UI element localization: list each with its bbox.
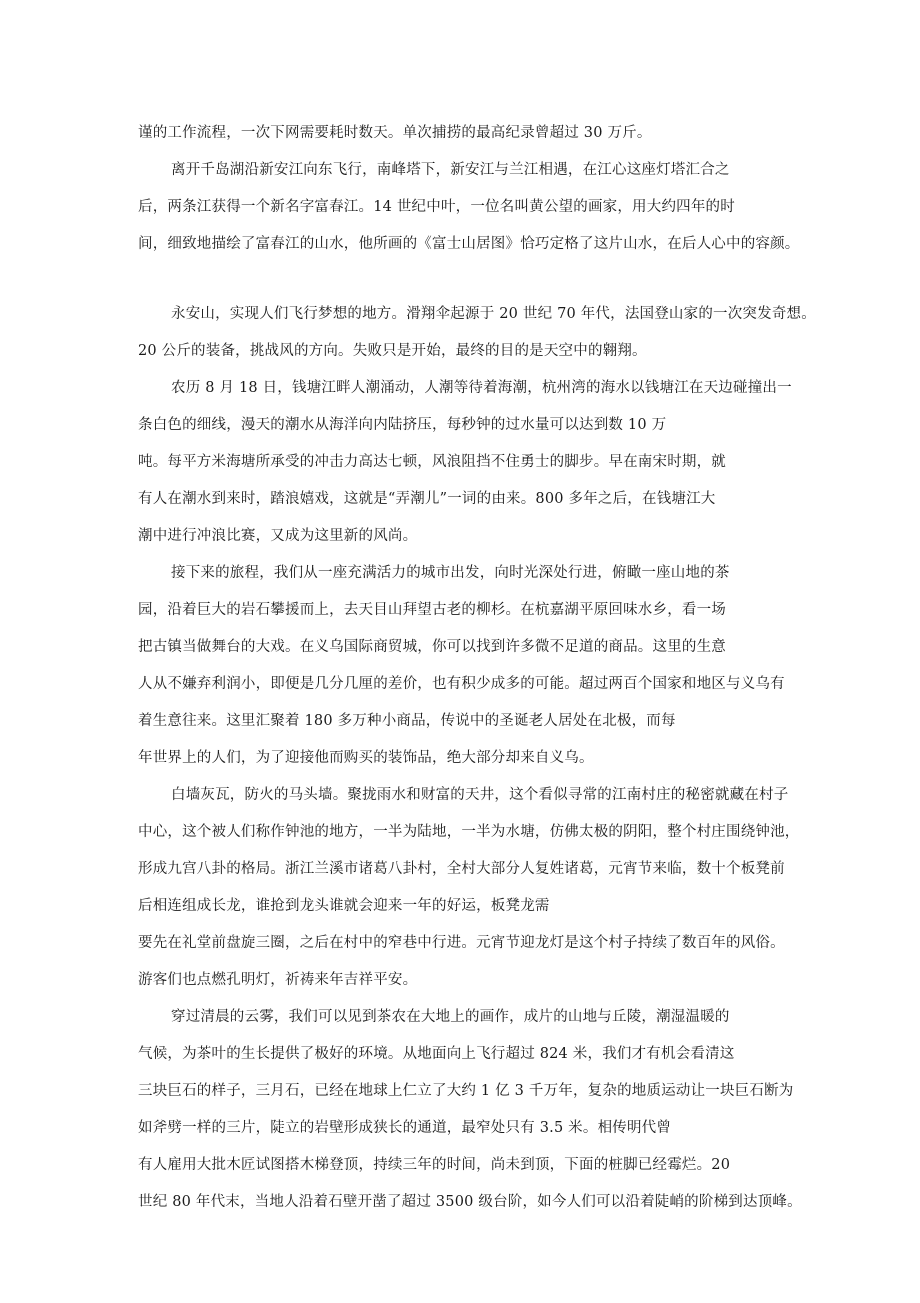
text-line: 园，沿着巨大的岩石攀援而上，去天目山拜望古老的柳杉。在杭嘉湖平原回味水乡，看一场: [138, 602, 726, 618]
text-line: 有人在潮水到来时，踏浪嬉戏，这就是“弄潮儿”一词的由来。800 多年之后，在钱塘江大: [138, 491, 716, 507]
text-line: 后，两条江获得一个新名字富春江。14 世纪中叶，一位名叫黄公望的画家，用大约四年的时: [138, 199, 735, 215]
text-line: 世纪 80 年代末，当地人沿着石壁开凿了超过 3500 级台阶，如今人们可以沿着陡峭的阶梯到达顶峰。: [138, 1194, 802, 1210]
text-line: 人从不嫌弃利润小，即便是几分几厘的差价，也有积少成多的可能。超过两百个国家和地区与义乌有: [138, 676, 785, 692]
text-line: 条白色的细线，漫天的潮水从海洋向内陆挤压，每秒钟的过水量可以达到数 10 万: [138, 417, 667, 433]
text-line: 20 公斤的装备，挑战风的方向。失败只是开始，最终的目的是天空中的翱翔。: [138, 343, 647, 359]
text-line: 间，细致地描绘了富春江的山水，他所画的《富士山居图》恰巧定格了这片山水，在后人心中的容颜。: [138, 236, 800, 252]
text-line: 年世界上的人们，为了迎接他而购买的装饰品，绝大部分却来自义乌。: [138, 750, 594, 766]
text-line: 农历 8 月 18 日，钱塘江畔人潮涌动，人潮等待着海潮，杭州湾的海水以钱塘江在天边碰撞出一: [171, 380, 792, 396]
text-line: 潮中进行冲浪比赛，又成为这里新的风尚。: [138, 528, 418, 544]
text-line: 有人雇用大批木匠试图搭木梯登顶，持续三年的时间，尚未到顶，下面的桩脚已经霉烂。20: [138, 1157, 731, 1173]
text-line: 吨。每平方米海塘所承受的冲击力高达七顿，风浪阻挡不住勇士的脚步。早在南宋时期，就: [138, 454, 726, 470]
text-line: 离开千岛湖沿新安江向东飞行，南峰塔下，新安江与兰江相遇，在江心这座灯塔汇合之: [171, 162, 730, 178]
text-line: 游客们也点燃孔明灯，祈祷来年吉祥平安。: [138, 972, 418, 988]
text-line: 把古镇当做舞台的大戏。在义乌国际商贸城，你可以找到许多微不足道的商品。这里的生意: [138, 639, 726, 655]
text-line: 穿过清晨的云雾，我们可以见到茶农在大地上的画作，成片的山地与丘陵，潮湿温暖的: [171, 1009, 730, 1025]
text-line: 接下来的旅程，我们从一座充满活力的城市出发，向时光深处行进，俯瞰一座山地的茶: [171, 565, 730, 581]
text-line: 三块巨石的样子，三月石，已经在地球上仁立了大约 1 亿 3 千万年，复杂的地质运动让一块巨石断为: [138, 1083, 794, 1099]
text-line: 气候，为茶叶的生长提供了极好的环境。从地面向上飞行超过 824 米，我们才有机会看清这: [138, 1046, 735, 1062]
text-line: 中心，这个被人们称作钟池的地方，一半为陆地，一半为水塘，仿佛太极的阴阳，整个村庄围绕钟池，: [138, 824, 800, 840]
text-line: 谨的工作流程，一次下网需要耗时数天。单次捕捞的最高纪录曾超过 30 万斤。: [138, 125, 652, 141]
text-line: 如斧劈一样的三片，陡立的岩壁形成狭长的通道，最窄处只有 3.5 米。相传明代曾: [138, 1120, 672, 1136]
text-line: 永安山，实现人们飞行梦想的地方。滑翔伞起源于 20 世纪 70 年代，法国登山家的一次突发奇想。: [171, 306, 816, 322]
text-line: 要先在礼堂前盘旋三圈，之后在村中的窄巷中行进。元宵节迎龙灯是这个村子持续了数百年的风俗。: [138, 935, 785, 951]
text-line: 着生意往来。这里汇聚着 180 多万种小商品，传说中的圣诞老人居处在北极，而每: [138, 713, 676, 729]
text-line: 白墙灰瓦，防火的马头墙。聚拢雨水和财富的天井，这个看似寻常的江南村庄的秘密就藏在村子: [171, 787, 789, 803]
text-line: 形成九宫八卦的格局。浙江兰溪市诸葛八卦村，全村大部分人复姓诸葛，元宵节来临，数十个板凳前: [138, 861, 785, 877]
text-line: 后相连组成长龙，谁抢到龙头谁就会迎来一年的好运，板凳龙需: [138, 898, 550, 914]
